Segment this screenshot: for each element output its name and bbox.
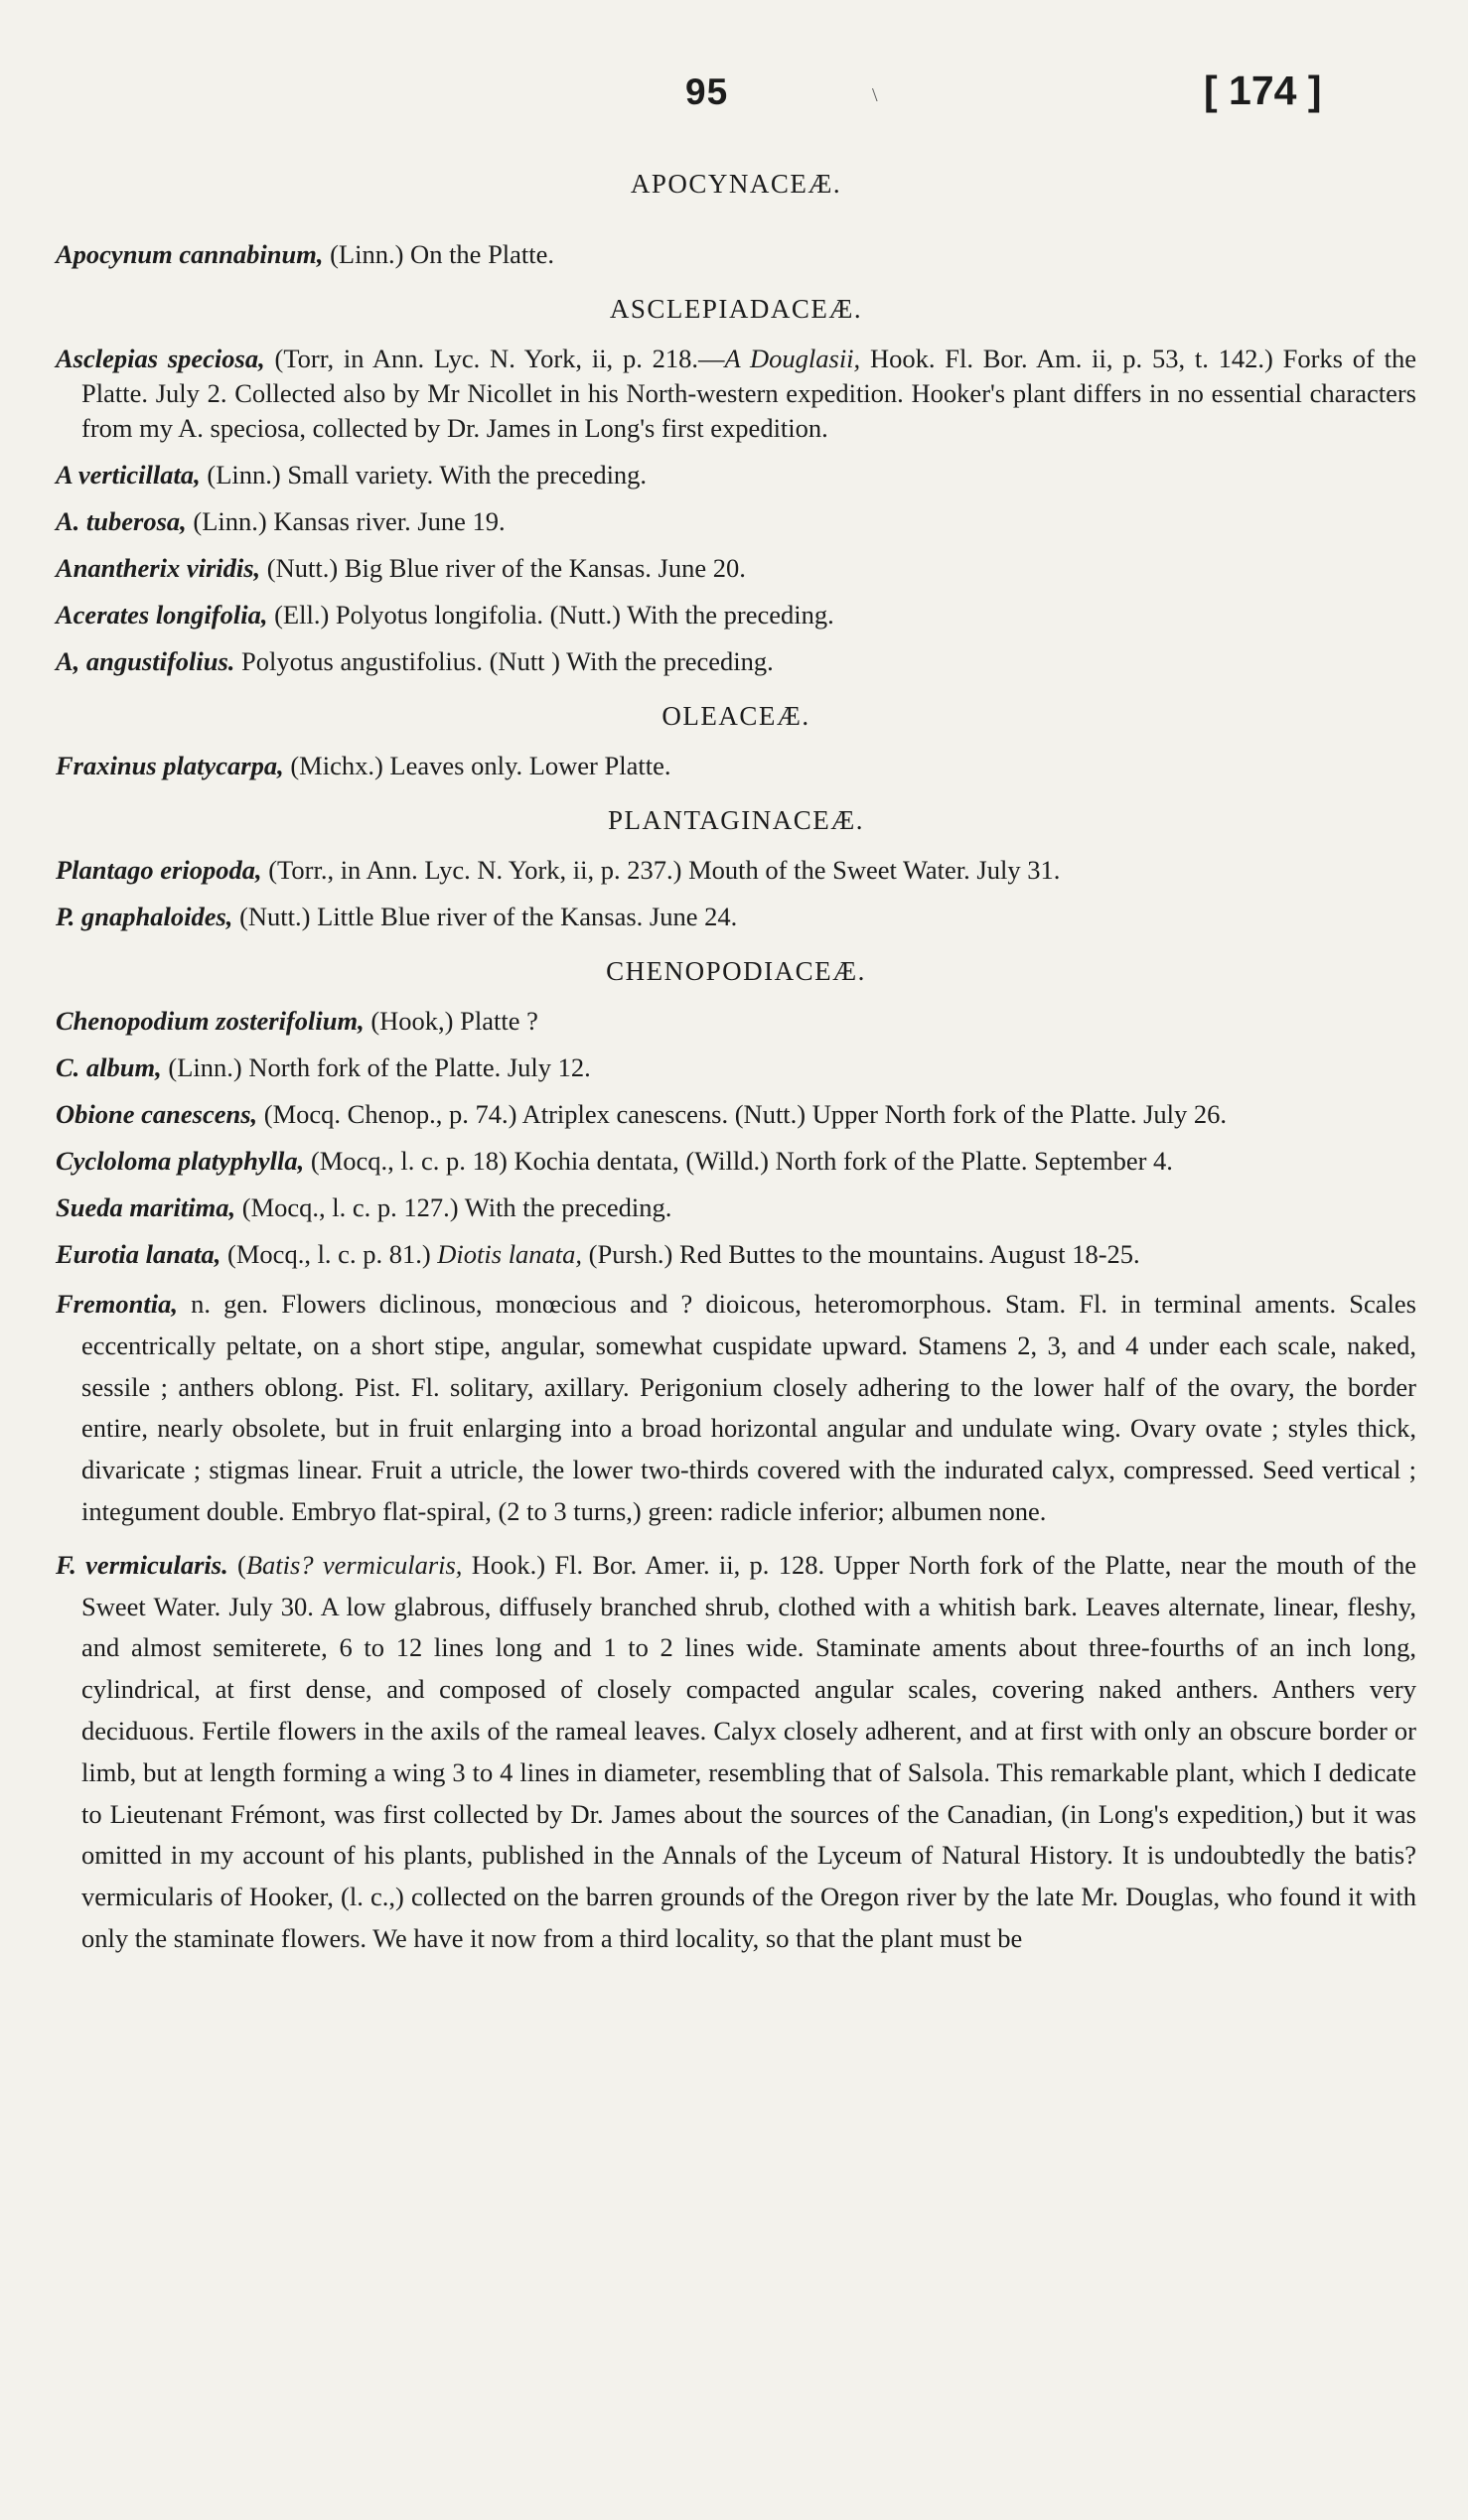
- species-text: (Nutt.) Little Blue river of the Kansas. June 24.: [232, 902, 738, 931]
- species-name: F. vermicularis.: [56, 1549, 228, 1580]
- species-entry: [56, 1545, 1416, 1960]
- species-text: (Michx.) Leaves only. Lower Platte.: [283, 751, 671, 780]
- species-name: Eurotia lanata,: [56, 1239, 221, 1269]
- species-entry: [56, 644, 1416, 679]
- species-entry: [56, 900, 1416, 934]
- species-entry: [56, 1190, 1416, 1225]
- species-text: (Hook,) Platte ?: [364, 1006, 538, 1036]
- species-text: (Mocq. Chenop., p. 74.) Atriplex canescens. (Nutt.) Upper North fork of the Platte. July 26.: [257, 1099, 1228, 1129]
- family-heading-asclepiadaceae: ASCLEPIADACEÆ.: [609, 294, 863, 324]
- species-name: Fraxinus platycarpa,: [56, 751, 284, 780]
- page-body: [56, 167, 1416, 1972]
- species-text: (Nutt.) Big Blue river of the Kansas. June 20.: [260, 553, 746, 583]
- page-number: 95: [685, 71, 729, 112]
- header-mark: \: [872, 84, 878, 106]
- species-text: (Linn.) Small variety. With the preceding.: [200, 460, 648, 490]
- species-name: Anantherix viridis,: [56, 553, 261, 583]
- species-text: (Torr, in Ann. Lyc. N. York, ii, p. 218.—: [264, 344, 725, 373]
- species-entry: [56, 551, 1416, 586]
- species-name: Asclepias speciosa,: [56, 344, 265, 373]
- family-heading-oleaceae: OLEACEÆ.: [661, 701, 810, 731]
- species-name: Cycloloma platyphylla,: [56, 1146, 305, 1176]
- species-entry: [56, 504, 1416, 539]
- species-entry: [56, 1144, 1416, 1179]
- species-text: (Linn.) North fork of the Platte. July 12.: [161, 1052, 591, 1082]
- species-text: n. gen. Flowers diclinous, monœcious and ? dioicous, heteromorphous. Stam. Fl. in terminal aments. Scales eccentrically peltate, on a short stipe, angular, somewhat cuspidate upward. Stamens 2, 3, and 4 under each scale, naked, sessile ; anthers oblong. Pist. Fl. solitary, axillary. Perigonium closely adhering to the lower half of the ovary, the border entire, nearly obsolete, but in fruit enlarging into a broad horizontal angular and undulate wing. Ovary ovate ; styles thick, divaricate ; stigmas linear. Fruit a utricle, the lower two-thirds covered with the indurated calyx, compressed. Seed vertical ; integument double. Embryo flat-spiral, (2 to 3 turns,) green: radicle inferior; albumen none.: [81, 1289, 1416, 1526]
- species-entry: [56, 342, 1416, 446]
- species-text: (Torr., in Ann. Lyc. N. York, ii, p. 237.) Mouth of the Sweet Water. July 31.: [261, 855, 1061, 885]
- species-entry: [56, 749, 1416, 783]
- species-entry: [56, 1237, 1416, 1272]
- species-name: Sueda maritima,: [56, 1192, 236, 1222]
- species-text: Polyotus angustifolius. (Nutt ) With the preceding.: [234, 646, 774, 676]
- species-text: (Ell.) Polyotus longifolia. (Nutt.) With the preceding.: [267, 600, 834, 630]
- species-text: (Pursh.) Red Buttes to the mountains. August 18-25.: [582, 1239, 1140, 1269]
- species-name: A. tuberosa,: [56, 506, 187, 536]
- species-text: Hook. Fl. Bor. Am. ii, p. 53, t. 142.) Forks of the Platte. July 2. Collected also by Mr Nicollet in his North-western expedition. Hooker's plant differs in no essential characters from my A. speciosa, collected by Dr. James in Long's first expedition.: [81, 344, 1417, 443]
- species-name: Acerates longifolia,: [56, 600, 268, 630]
- family-heading-apocynaceae: APOCYNACEÆ.: [630, 169, 842, 199]
- synonym-name: A Douglasii,: [724, 344, 861, 373]
- species-entry: [56, 853, 1416, 888]
- species-name: A, angustifolius.: [56, 646, 235, 676]
- species-text: Hook.) Fl. Bor. Amer. ii, p. 128. Upper North fork of the Platte, near the mouth of the Sweet Water. July 30. A low glabrous, diffusely branched shrub, clothed with a whitish bark. Leaves alternate, linear, fleshy, and almost semiterete, 6 to 12 lines long and 1 to 2 lines wide. Staminate aments about three-fourths of an inch long, cylindrical, at first dense, and composed of closely compacted angular scales, covering naked anthers. Anthers very deciduous. Fertile flowers in the axils of the rameal leaves. Calyx closely adherent, and at first with only an obscure border or limb, but at length forming a wing 3 to 4 lines in diameter, resembling that of Salsola. This remarkable plant, which I dedicate to Lieutenant Frémont, was first collected by Dr. James about the sources of the Canadian, (in Long's expedition,) but it was omitted in my account of his plants, published in the Annals of the Lyceum of Natural History. It is undoubtedly the batis? vermicularis of Hooker, (l. c.,) collected on the barren grounds of the Oregon river by the late Mr. Douglas, who found it with only the staminate flowers. We have it now from a third locality, so that the plant must be: [81, 1549, 1417, 1953]
- species-name: Chenopodium zosterifolium,: [56, 1006, 365, 1036]
- synonym-name: Diotis lanata,: [437, 1239, 583, 1269]
- species-text: (Mocq., l. c. p. 81.): [220, 1239, 438, 1269]
- species-entry: [56, 458, 1416, 492]
- species-text: (Mocq., l. c. p. 18) Kochia dentata, (Willd.) North fork of the Platte. September 4.: [304, 1146, 1173, 1176]
- family-heading-chenopodiaceae: CHENOPODIACEÆ.: [606, 956, 866, 986]
- species-name: Apocynum cannabinum,: [56, 239, 324, 269]
- species-text: (Linn.) On the Platte.: [323, 239, 555, 269]
- species-name: P. gnaphaloides,: [56, 902, 233, 931]
- species-entry: [56, 1004, 1416, 1039]
- species-text: (Mocq., l. c. p. 127.) With the preceding.: [235, 1192, 672, 1222]
- species-name: A verticillata,: [56, 460, 201, 490]
- plate-reference: [ 174 ]: [1204, 68, 1322, 113]
- species-name: Obione canescens,: [56, 1099, 258, 1129]
- species-name: C. album,: [56, 1052, 162, 1082]
- genus-description: [56, 1284, 1416, 1533]
- species-entry: [56, 237, 1416, 272]
- synonym-name: Batis? vermicularis,: [245, 1549, 463, 1580]
- species-name: Plantago eriopoda,: [56, 855, 262, 885]
- species-entry: [56, 598, 1416, 632]
- species-entry: [56, 1050, 1416, 1085]
- species-text: (Linn.) Kansas river. June 19.: [186, 506, 506, 536]
- species-text: (: [227, 1549, 246, 1580]
- species-name: Fremontia,: [56, 1289, 178, 1319]
- species-entry: [56, 1097, 1416, 1132]
- family-heading-plantaginaceae: PLANTAGINACEÆ.: [607, 805, 865, 835]
